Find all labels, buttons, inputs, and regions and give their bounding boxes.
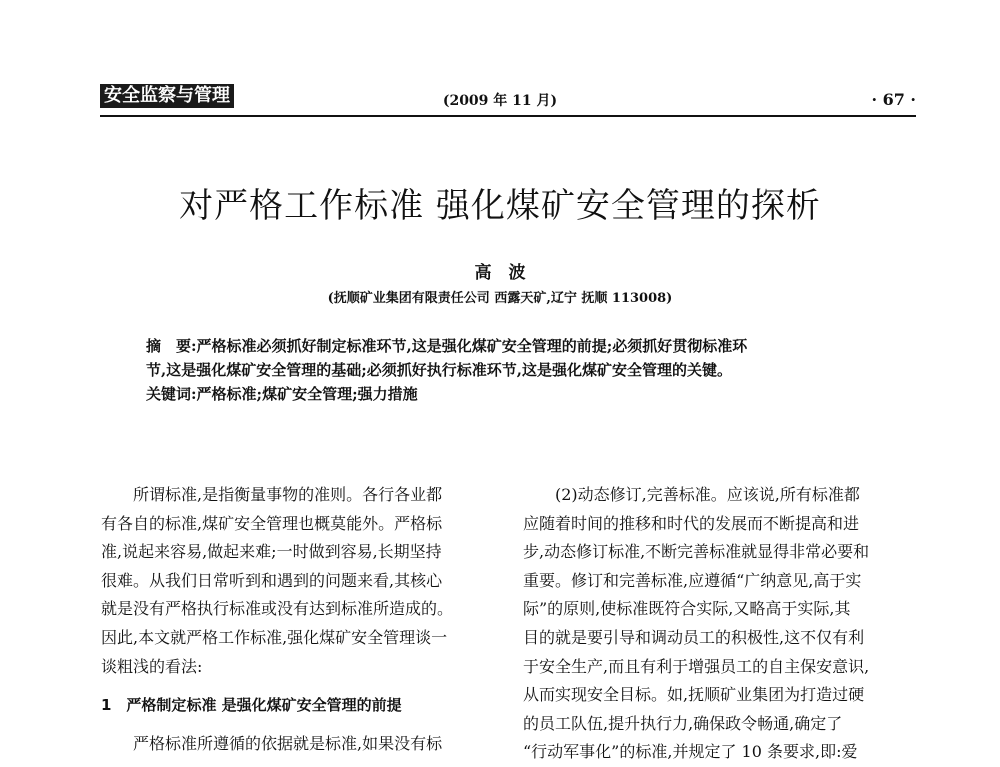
paragraph-line: 谈粗浅的看法:	[101, 656, 203, 676]
keywords-line: 关键词:严格标准;煤矿安全管理;强力措施	[146, 385, 418, 403]
paragraph-line: 有各自的标准,煤矿安全管理也概莫能外。严格标	[101, 513, 443, 533]
paragraph-line: 因此,本文就严格工作标准,强化煤矿安全管理谈一	[101, 627, 448, 647]
abstract-block	[146, 334, 862, 406]
paragraph-line: 所谓标准,是指衡量事物的准则。各行各业都	[101, 485, 443, 504]
paragraph-line: 的员工队伍,提升执行力,确保政令畅通,确定了	[523, 713, 843, 733]
paragraph-line: 应随着时间的推移和时代的发展而不断提高和进	[523, 513, 860, 533]
left-column	[101, 481, 487, 758]
paragraph-line: 很难。从我们日常听到和遇到的问题来看,其核心	[101, 570, 443, 590]
right-column	[523, 481, 909, 767]
paragraph-line: 重要。修订和完善标准,应遵循“广纳意见,高于实	[523, 570, 862, 590]
journal-name-tag: 安全监察与管理	[100, 84, 234, 108]
paragraph-line: (2)动态修订,完善标准。应该说,所有标准都	[523, 485, 860, 504]
abstract-line: 摘 要:严格标准必须抓好制定标准环节,这是强化煤矿安全管理的前提;必须抓好贯彻标准环	[146, 337, 748, 355]
issue-date: (2009 年 11 月)	[442, 93, 558, 109]
paragraph-line: 步,动态修订标准,不断完善标准就显得非常必要和	[523, 542, 870, 562]
paragraph-line: “行动军事化”的标准,并规定了 10 条要求,即:爱	[523, 742, 858, 762]
article-author: 高 波	[474, 263, 526, 283]
header-divider	[100, 115, 916, 117]
abstract-line: 节,这是强化煤矿安全管理的基础;必须抓好执行标准环节,这是强化煤矿安全管理的关键。	[146, 361, 732, 379]
paragraph-line: 严格标准所遵循的依据就是标准,如果没有标	[101, 733, 443, 753]
paragraph-line: 于安全生产,而且有利于增强员工的自主保安意识,	[523, 656, 870, 676]
section-heading: 1 严格制定标准 是强化煤矿安全管理的前提	[101, 696, 402, 715]
paragraph-line: 际”的原则,使标准既符合实际,又略高于实际,其	[523, 599, 851, 619]
page-number: · 67 ·	[871, 90, 916, 109]
paragraph-line: 就是没有严格执行标准或没有达到标准所造成的。	[101, 599, 454, 619]
paragraph-line: 从而实现安全目标。如,抚顺矿业集团为打造过硬	[523, 685, 865, 705]
paragraph-line: 目的就是要引导和调动员工的积极性,这不仅有利	[523, 627, 865, 647]
paragraph-line: 准,说起来容易,做起来难;一时做到容易,长期坚持	[101, 542, 442, 562]
author-affiliation: (抚顺矿业集团有限责任公司 西露天矿,辽宁 抚顺 113008)	[327, 291, 673, 306]
article-title: 对严格工作标准 强化煤矿安全管理的探析	[179, 186, 821, 226]
